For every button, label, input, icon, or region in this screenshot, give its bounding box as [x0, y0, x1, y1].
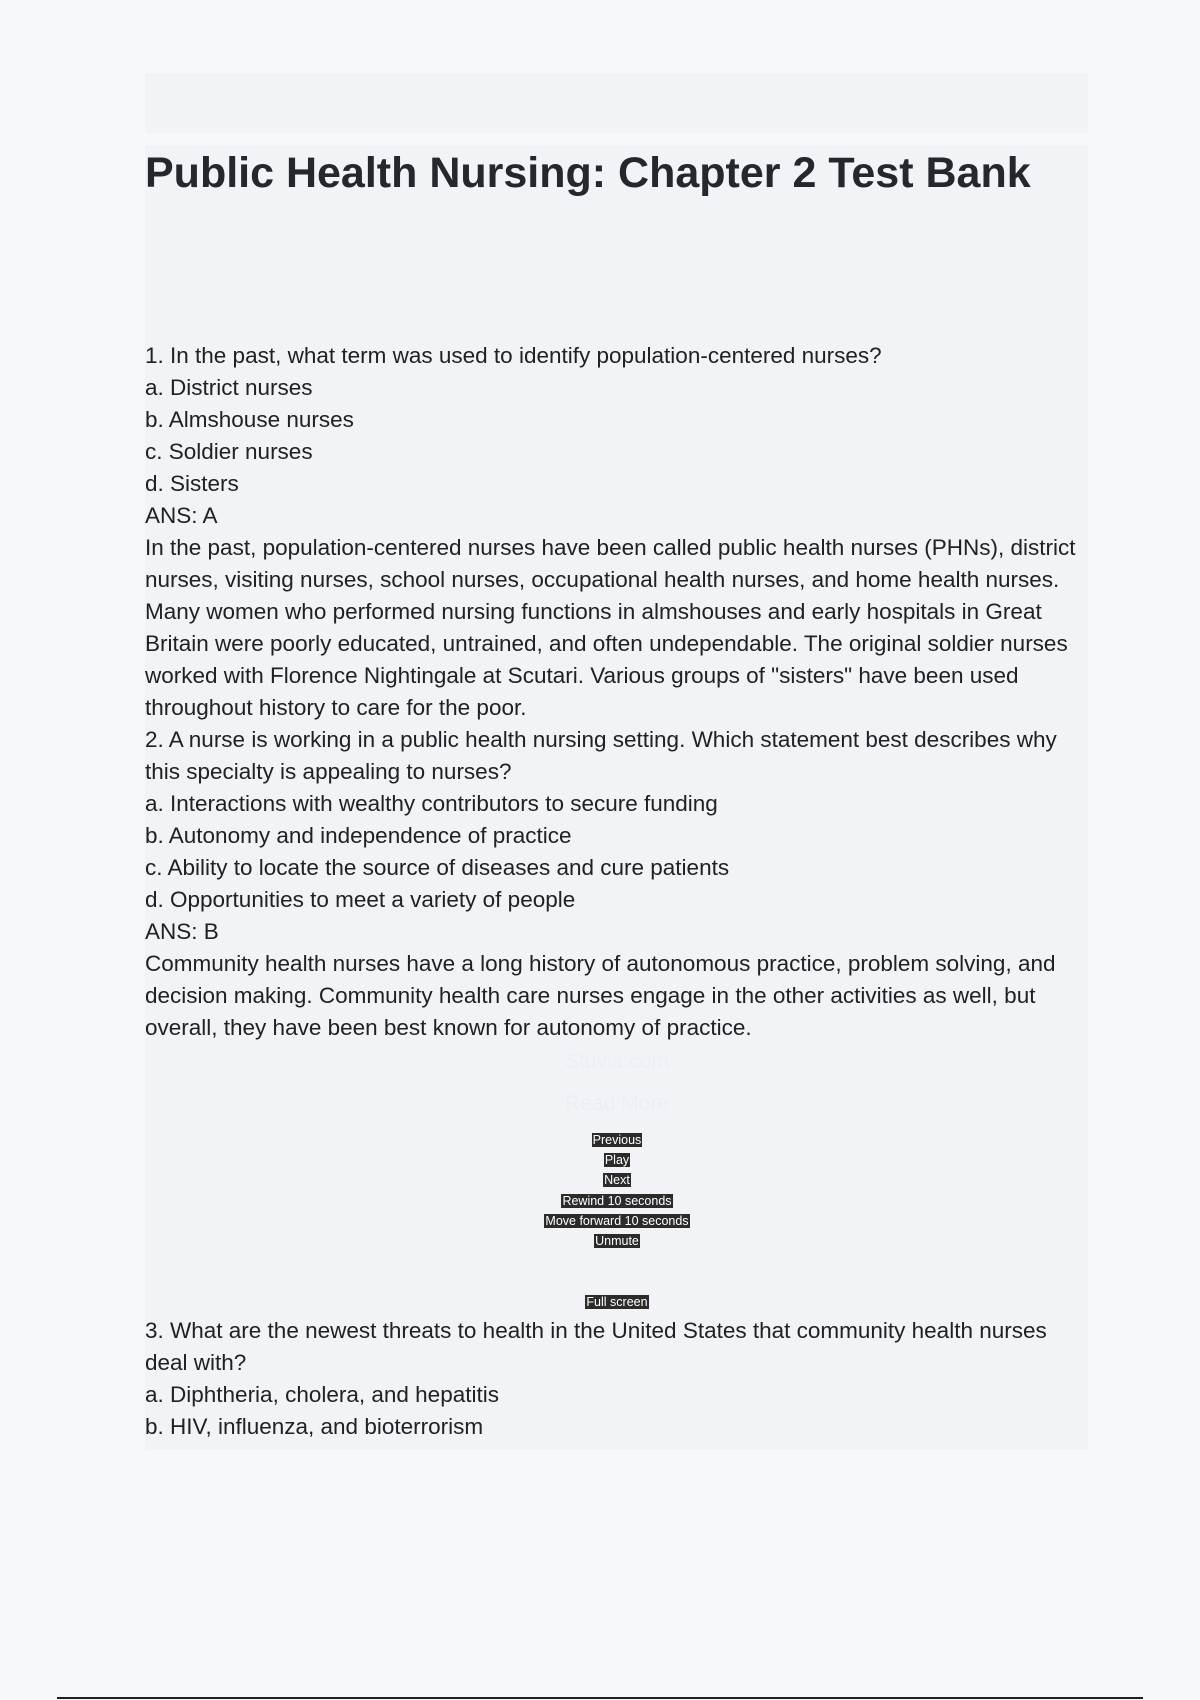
question-stem: 3. What are the newest threats to health in the United States that community health nurses deal with?	[145, 1318, 1047, 1375]
previous-button[interactable]: Previous	[592, 1133, 642, 1147]
answer-option: c. Soldier nurses	[145, 439, 313, 464]
page-bottom-divider	[57, 1697, 1143, 1699]
answer-option: d. Opportunities to meet a variety of people	[145, 887, 576, 912]
rationale: Community health nurses have a long history of autonomous practice, problem solving, and decision making. Community health care nurses engage in the other activities as well, but overall, they have been best known for autonomy of practice.	[145, 951, 1056, 1040]
question-stem: 1. In the past, what term was used to identify population-centered nurses?	[145, 343, 882, 368]
answer-option: b. Almshouse nurses	[145, 407, 354, 432]
rationale: In the past, population-centered nurses have been called public health nurses (PHNs), district nurses, visiting nurses, school nurses, occupational health nurses, and home health nurses. Many women who performed nursing functions in almshouses and early hospitals in Great Britain were poorly educated, untrained, and often undependable. The original soldier nurses worked with Florence Nightingale at Scutari. Various groups of "sisters" have been used throughout history to care for the poor.	[145, 535, 1076, 720]
header-band	[145, 73, 1088, 133]
forward-button[interactable]: Move forward 10 seconds	[545, 1213, 689, 1228]
answer-key: ANS: A	[145, 503, 218, 528]
overlay-read-more-link[interactable]: Read More	[565, 1092, 669, 1115]
fullscreen-button[interactable]: Full screen	[586, 1294, 648, 1309]
answer-option: a. Interactions with wealthy contributors to secure funding	[145, 791, 718, 816]
unmute-button[interactable]: Unmute	[595, 1233, 639, 1248]
current-time: 0:00	[604, 1254, 630, 1269]
answer-option: b. HIV, influenza, and bioterrorism	[145, 1414, 484, 1439]
answer-option: d. Sisters	[145, 471, 239, 496]
answer-option: a. Diphtheria, cholera, and hepatitis	[145, 1382, 499, 1407]
total-time: 0:00	[604, 1274, 630, 1289]
question-stem: 2. A nurse is working in a public health nursing setting. Which statement best describes why this specialty is appealing to nurses?	[145, 727, 1057, 784]
answer-option: c. Ability to locate the source of diseases and cure patients	[145, 855, 730, 880]
rewind-button[interactable]: Rewind 10 seconds	[562, 1193, 672, 1208]
page-title: Public Health Nursing: Chapter 2 Test Bank	[145, 149, 1031, 197]
overlay-heading: Stuvia.com	[565, 1050, 669, 1073]
next-button[interactable]: Next	[604, 1173, 630, 1188]
questions-block-1	[145, 340, 1090, 1044]
questions-block-2	[145, 1315, 1090, 1443]
answer-key: ANS: B	[145, 919, 219, 944]
answer-option: a. District nurses	[145, 375, 313, 400]
media-player-controls	[0, 1130, 1200, 1312]
answer-option: b. Autonomy and independence of practice	[145, 823, 572, 848]
play-button[interactable]: Play	[604, 1153, 630, 1168]
